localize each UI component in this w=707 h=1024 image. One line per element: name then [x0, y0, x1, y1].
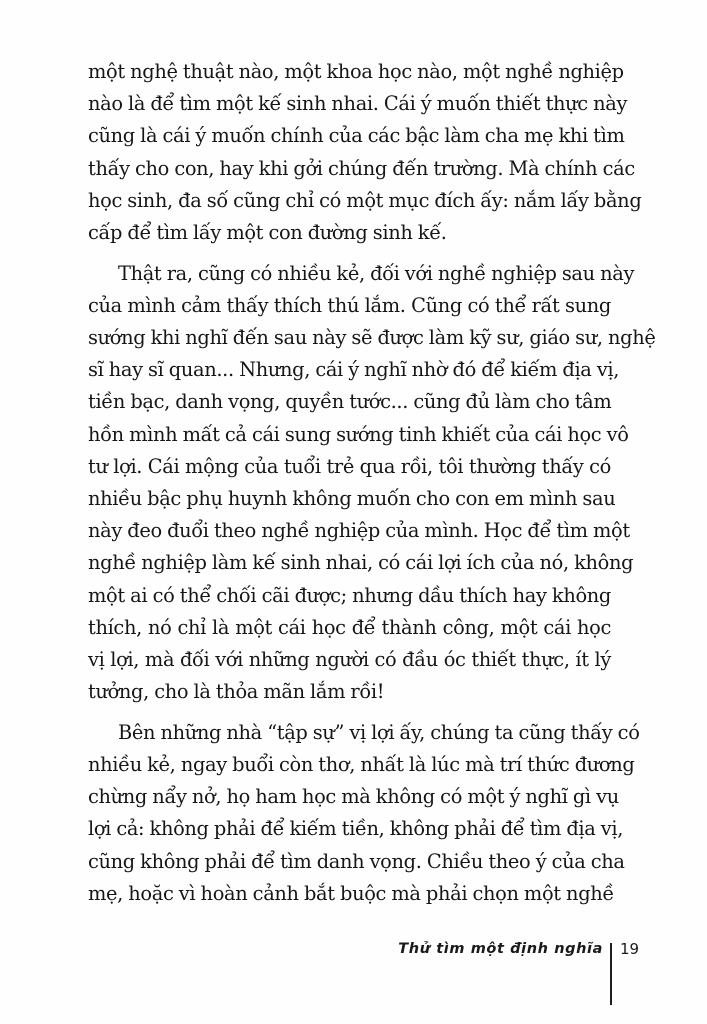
text-line: hồn mình mất cả cái sung sướng tinh khiết của cái học vô [88, 422, 629, 446]
text-line: nào là để tìm một kế sinh nhai. Cái ý muốn thiết thực này [88, 92, 628, 116]
text-line: chừng nẩy nở, họ ham học mà không có một ý nghĩ gì vụ [88, 785, 619, 809]
page-number: 19 [620, 940, 640, 958]
paragraph-3 [88, 717, 640, 910]
text-line: sướng khi nghĩ đến sau này sẽ được làm kỹ sư, giáo sư, nghệ [88, 326, 656, 349]
text-line: tư lợi. Cái mộng của tuổi trẻ qua rồi, tôi thường thấy có [88, 454, 611, 478]
text-line: vị lợi, mà đối với những người có đầu óc thiết thực, ít lý [88, 647, 611, 671]
text-line: của mình cảm thấy thích thú lắm. Cũng có thể rất sung [88, 293, 611, 317]
text-line: tưởng, cho là thỏa mãn lắm rồi! [88, 680, 385, 704]
text-line: cấp để tìm lấy một con đường sinh kế. [88, 220, 447, 244]
text-line: Bên những nhà “tập sự” vị lợi ấy, chúng ta cũng thấy có [118, 720, 640, 744]
text-line: Thật ra, cũng có nhiều kẻ, đối với nghề nghiệp sau này [118, 261, 635, 285]
page-body [88, 56, 656, 918]
text-line: một ai có thể chối cãi được; nhưng dầu thích hay không [88, 583, 611, 607]
text-line: thích, nó chỉ là một cái học để thành công, một cái học [88, 615, 611, 639]
paragraph-1 [88, 56, 642, 249]
text-line: mẹ, hoặc vì hoàn cảnh bắt buộc mà phải chọn một nghề [88, 881, 614, 905]
text-line: lợi cả: không phải để kiếm tiền, không phải để tìm địa vị, [88, 817, 624, 841]
text-line: nhiều bậc phụ huynh không muốn cho con em mình sau [88, 486, 616, 510]
running-title: Thử tìm một định nghĩa [398, 941, 603, 957]
text-line: nghề nghiệp làm kế sinh nhai, có cái lợi ích của nó, không [88, 551, 634, 575]
text-line: sĩ hay sĩ quan... Nhưng, cái ý nghĩ nhờ đó để kiếm địa vị, [88, 358, 620, 382]
paragraph-2 [88, 258, 656, 709]
text-line: tiền bạc, danh vọng, quyền tước... cũng đủ làm cho tâm [88, 390, 612, 414]
text-line: thấy cho con, hay khi gởi chúng đến trường. Mà chính các [88, 156, 635, 180]
footer-divider [610, 943, 612, 1005]
text-line: này đeo đuổi theo nghề nghiệp của mình. Học để tìm một [88, 519, 630, 543]
text-line: một nghệ thuật nào, một khoa học nào, một nghề nghiệp [88, 60, 624, 83]
text-line: nhiều kẻ, ngay buổi còn thơ, nhất là lúc mà trí thức đương [88, 752, 635, 776]
text-line: học sinh, đa số cũng chỉ có một mục đích ấy: nắm lấy bằng [88, 188, 642, 212]
text-line: cũng không phải để tìm danh vọng. Chiều theo ý của cha [88, 849, 625, 873]
text-line: cũng là cái ý muốn chính của các bậc làm cha mẹ khi tìm [88, 124, 625, 148]
